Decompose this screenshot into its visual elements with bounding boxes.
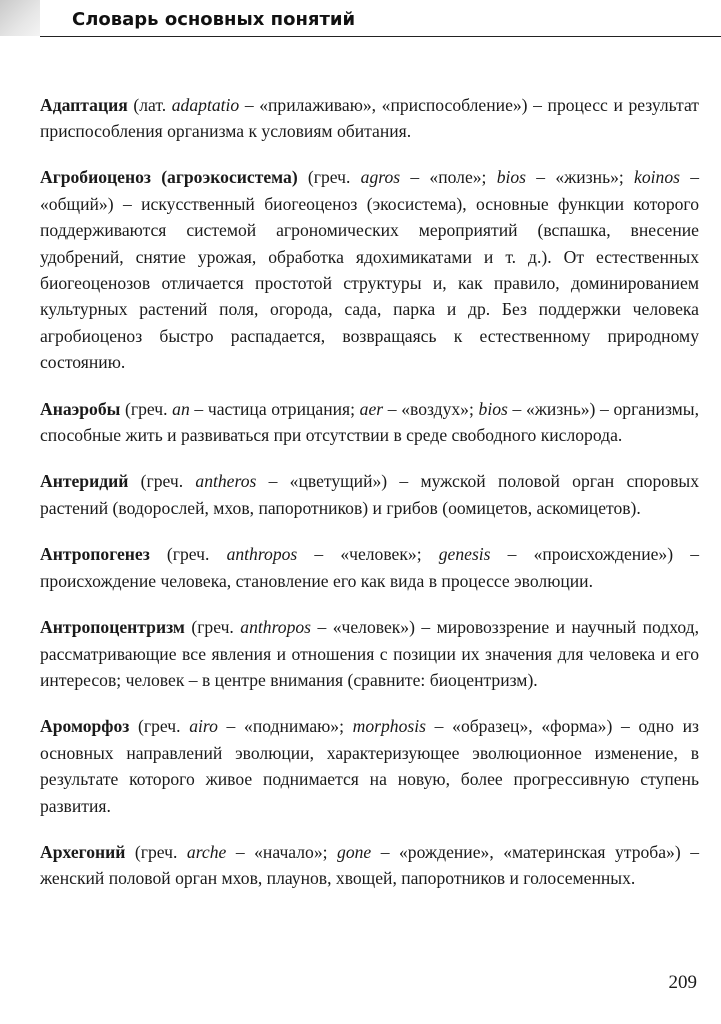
- entry-etymology-word: agros: [360, 167, 401, 188]
- entry-text: – «происхождение») – происхождение человека, становление его как вида в процессе эволюции.: [40, 544, 699, 591]
- entry-term: Адаптация: [40, 94, 128, 115]
- entry-term: Антропоцентризм: [40, 617, 185, 638]
- glossary-entry: [40, 396, 699, 449]
- glossary-entry: [40, 541, 699, 594]
- entry-text: (лат.: [127, 94, 172, 115]
- glossary-entry: [40, 839, 699, 892]
- entry-text: (греч.: [297, 167, 361, 188]
- entry-text: (греч.: [129, 716, 190, 737]
- entry-text: – «начало»;: [226, 841, 338, 862]
- entry-etymology-word: gone: [337, 841, 372, 862]
- entry-term: Агробиоценоз (агроэкосистема): [40, 167, 298, 188]
- entry-text: (греч.: [149, 544, 227, 565]
- entry-etymology-word: adaptatio: [171, 94, 240, 115]
- glossary-entry: [40, 92, 699, 145]
- entry-term: Антеридий: [40, 471, 129, 492]
- entry-etymology-word: anthropos: [240, 617, 312, 638]
- entry-etymology-word: an: [172, 398, 190, 419]
- glossary-entry: [40, 164, 699, 375]
- glossary-entry: [40, 614, 699, 693]
- entry-etymology-word: koinos: [634, 167, 680, 188]
- entry-text: – «жизнь»;: [526, 167, 635, 188]
- entry-text: – «человек») – мировоззрение и научный подход, рассматривающие все явления и отношения с позиции их значения для человека и его интересов; человек – в центре внимания (сравните: биоцентризм).: [40, 617, 699, 690]
- entry-text: (греч.: [184, 617, 241, 638]
- entry-text: – «общий») – искусственный биогеоценоз (экосистема), основные функции которого поддерживаются системой агрономических мероприятий (вспашка, внесение удобрений, снятие урожая, обработка ядохимикатами и т. д.). От естественных биогеоценозов отличается простотой структуры и, как правило, доминированием культурных растений поля, огорода, сада, парка и др. Без поддержки человека агробиоценоз быстро распадается, возвращаясь к естественному природному состоянию.: [40, 167, 700, 373]
- entry-text: – «рождение», «материнская утроба») – женский половой орган мхов, плаунов, хвощей, папоротников и голосеменных.: [40, 841, 699, 889]
- entry-text: – «воздух»;: [383, 398, 479, 419]
- entry-etymology-word: bios: [496, 167, 527, 188]
- page-number: 209: [668, 972, 697, 993]
- entry-text: (греч.: [128, 471, 196, 492]
- entry-text: – частица отрицания;: [189, 398, 360, 419]
- entry-etymology-word: airo: [189, 716, 218, 737]
- corner-tab-decoration: [0, 0, 40, 36]
- entry-etymology-word: morphosis: [352, 716, 426, 737]
- entry-text: – «поле»;: [400, 167, 497, 188]
- entry-text: (греч.: [120, 398, 173, 419]
- entry-term: Архегоний: [40, 841, 126, 862]
- entry-text: – «цветущий») – мужской половой орган споровых растений (водорослей, мхов, папоротников) и грибов (оомицетов, аскомицетов).: [40, 471, 699, 518]
- page-header: [40, 0, 721, 37]
- entry-text: – «прилаживаю», «приспособление») – процесс и результат приспособления организма к условиям обитания.: [40, 94, 699, 141]
- entry-etymology-word: arche: [186, 841, 227, 862]
- entry-etymology-word: anthropos: [226, 544, 298, 565]
- glossary-entry: [40, 468, 699, 521]
- entry-text: (греч.: [125, 841, 187, 862]
- entry-text: – «человек»;: [297, 544, 439, 565]
- entry-term: Антропогенез: [40, 544, 150, 565]
- page-title: Словарь основных понятий: [72, 9, 356, 30]
- entry-etymology-word: antheros: [195, 471, 257, 492]
- glossary-entry: [40, 713, 699, 819]
- entry-text: – «образец», «форма») – одно из основных направлений эволюции, характеризующее эволюционное изменение, в результате которого живое поднимается на новую, более прогрессивную ступень развития.: [40, 716, 699, 816]
- entry-term: Анаэробы: [40, 398, 121, 419]
- entry-etymology-word: bios: [478, 398, 508, 419]
- entry-text: – «поднимаю»;: [217, 716, 353, 737]
- entry-etymology-word: aer: [359, 398, 384, 419]
- entry-term: Ароморфоз: [40, 716, 130, 737]
- entry-etymology-word: genesis: [438, 544, 491, 565]
- glossary-entries: [40, 74, 699, 912]
- entry-text: – «жизнь») – организмы, способные жить и развиваться при отсутствии в среде свободного кислорода.: [40, 398, 699, 446]
